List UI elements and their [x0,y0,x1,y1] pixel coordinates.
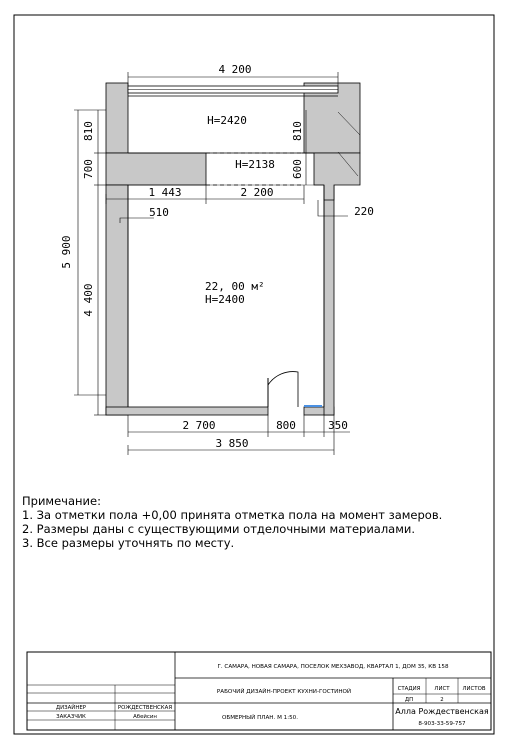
tb-stage-value: ДП [404,697,414,703]
dim-seg-220: 220 [354,205,374,218]
area-label: 22, 00 м² [205,280,265,293]
notes [22,494,442,550]
dim-seg-1443: 1 443 [148,186,182,199]
tb-designer-value: РОЖДЕСТВЕНСКАЯ [117,705,173,711]
tb-designer-label: ДИЗАЙНЕР [55,705,87,711]
dim-seg-2200: 2 200 [240,186,274,199]
dim-left-upper: 810 [82,121,95,141]
wall-right [324,185,334,415]
dim-bottom-2700: 2 700 [182,419,216,432]
wall-right-column [314,153,360,200]
wall-right-upper [304,83,360,153]
tb-client-label: ЗАКАЗЧИК [56,714,86,720]
notes-title: Примечание: [22,494,101,508]
note-item: 1. За отметки пола +0,00 принята отметка пола на момент замеров. [22,508,443,522]
height-upper-label: H=2420 [207,114,247,127]
dim-top-width: 4 200 [218,63,252,76]
dim-bottom-total: 3 850 [215,437,249,450]
height-room-label: H=2400 [205,293,245,306]
tb-address: Г. САМАРА, НОВАЯ САМАРА, ПОСЕЛОК МЕХЗАВОД, КВАРТАЛ 1, ДОМ 35, КВ 158 [217,664,449,670]
wall-left-upper [106,83,128,153]
dim-bottom-350: 350 [328,419,348,432]
tb-sheet-name: ОБМЕРНЫЙ ПЛАН. М 1:50. [221,715,299,721]
dim-left-mid: 700 [82,159,95,179]
door-swing [268,372,298,407]
dim-inner-600: 600 [291,159,304,179]
dim-left-total: 5 900 [60,235,73,269]
floor-plan [106,83,360,415]
tb-author: Алла Рождественская [395,707,489,716]
wall-bottom-left [106,407,268,415]
title-block [27,652,491,730]
dim-left-lower: 4 400 [82,283,95,317]
tb-sheets-label: ЛИСТОВ [462,686,486,692]
tb-client-value: Абейсин [133,714,157,720]
wall-left [106,185,128,415]
dim-seg-510: 510 [149,206,169,219]
dim-inner-810: 810 [291,121,304,141]
tb-project: РАБОЧИЙ ДИЗАЙН-ПРОЕКТ КУХНИ-ГОСТИНОЙ [216,689,352,695]
note-item: 3. Все размеры уточнять по месту. [22,536,235,550]
tb-sheet-value: 2 [440,697,444,703]
height-mid-label: H=2138 [235,158,275,171]
tb-phone: 8-903-33-59-757 [418,721,466,727]
tb-stage-label: СТАДИЯ [397,686,421,692]
tb-sheet-label: ЛИСТ [434,686,450,692]
note-item: 2. Размеры даны с существующими отделочными материалами. [22,522,416,536]
wall-mid-ledge [106,153,206,185]
dim-bottom-800: 800 [276,419,296,432]
